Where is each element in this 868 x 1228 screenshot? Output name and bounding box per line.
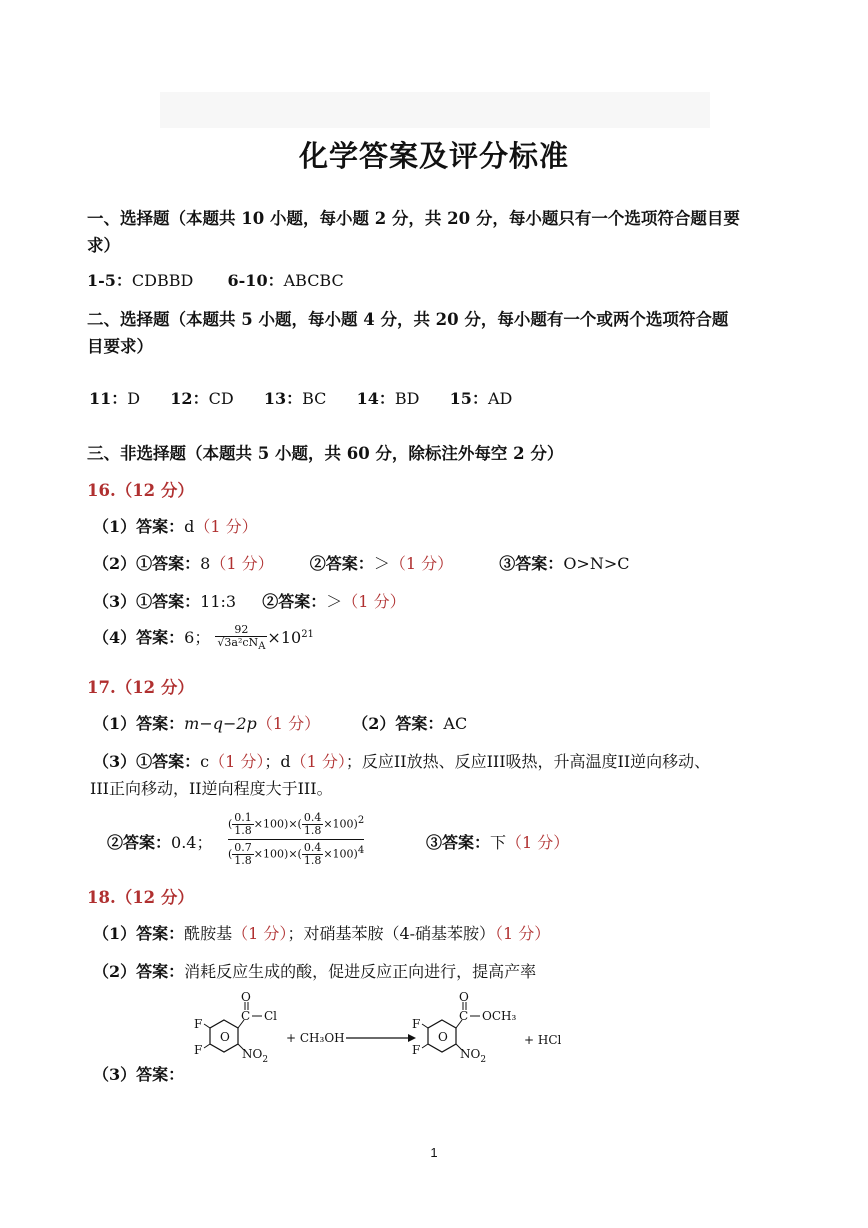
q17-heading: 17.（12 分） [87, 678, 194, 697]
answer-label: （4）答案： [93, 628, 185, 648]
answer-value: 消耗反应生成的酸，促进反应正向进行，提高产率 [184, 962, 537, 981]
denominator-text: √3a²cN [217, 636, 259, 649]
answer-value: ＞ [326, 592, 343, 611]
score-note: （1 分） [290, 752, 346, 771]
nitro-label [460, 1047, 486, 1065]
fraction [232, 842, 254, 867]
q16-line-3 [93, 589, 406, 612]
section-2-answers [89, 386, 512, 409]
oxygen-label: O [241, 990, 251, 1004]
answer-label: ③答案： [499, 554, 564, 573]
section-1-heading: 一、选择题（本题共 10 小题，每小题 2 分，共 20 分，每小题只有一个选项符合题目要 [87, 209, 740, 228]
answer-value: d [184, 517, 195, 536]
hcl-product: + HCl [524, 1033, 562, 1047]
methanol-reagent: + CH₃OH [286, 1031, 345, 1045]
score-note: （1 分） [389, 554, 454, 573]
fraction-numerator: 0.4 [303, 841, 322, 854]
times-100: ×100 [323, 817, 354, 831]
answer-value: BD [394, 389, 420, 408]
score-note: （1 分） [194, 517, 258, 536]
answer-label: 6-10： [227, 271, 284, 290]
q17-line-3: III正向移动，II逆向程度大于III。 [90, 779, 333, 798]
ring-label: O [438, 1030, 448, 1044]
answer-value: O>N>C [563, 554, 630, 573]
kp-numerator: ( $\frac{0.1}{1.8}$ ×100)×( $\frac{0.4}{1.8}$ ×100)$^2$ [228, 812, 364, 840]
fraction-denominator: 1.8 [303, 854, 322, 867]
score-note: （1 分） [256, 714, 321, 733]
answer-value: 0.4； [171, 833, 213, 852]
chlorine-label: Cl [264, 1009, 278, 1023]
fluorine-label: F [194, 1017, 203, 1031]
answer-label: ②答案： [107, 833, 172, 852]
fraction-numerator: 0.4 [303, 811, 322, 824]
times-100: ×100 [253, 847, 285, 861]
fraction-denominator: 1.8 [234, 824, 252, 837]
section-2-heading-cont: 目要求） [87, 337, 153, 356]
times-sign: × [288, 847, 298, 861]
q17-line-4-a [107, 830, 212, 853]
answer-label: ②答案： [262, 592, 327, 611]
section-2-heading: 二、选择题（本题共 5 小题，每小题 4 分，共 20 分，每小题有一个或两个选项符合题 [87, 310, 729, 329]
answer-label: （3）①答案： [93, 752, 201, 771]
fraction-numerator: 92 [215, 624, 267, 637]
answer-label: （1）答案： [93, 714, 185, 733]
bond-line [204, 1024, 210, 1028]
times-100: ×100 [253, 817, 285, 831]
carbonyl-carbon-label: C [241, 1009, 251, 1023]
answer-value: CDBBD [131, 271, 194, 290]
answer-value: D [127, 389, 141, 408]
score-note: （1 分） [342, 592, 406, 611]
fraction-denominator [215, 637, 267, 653]
fraction [215, 624, 267, 653]
score-note: （1 分） [209, 752, 265, 771]
arrow-head-icon [408, 1034, 416, 1042]
score-note: （1 分） [495, 924, 551, 943]
answer-label: （1）答案： [93, 517, 185, 536]
q18-line-2 [93, 959, 536, 982]
score-note: （1 分） [232, 924, 288, 943]
q16-heading: 16.（12 分） [87, 481, 194, 500]
answer-value: ABCBC [283, 271, 344, 290]
q16-line-1 [93, 514, 258, 537]
nitro-subscript: 2 [480, 1055, 487, 1065]
fraction [302, 812, 324, 837]
answer-label: 14： [356, 389, 395, 408]
nitro-text: NO [242, 1047, 263, 1061]
answer-value: AC [443, 714, 468, 733]
answer-value: 下 [490, 833, 507, 852]
section-1-heading-cont: 求） [87, 236, 120, 255]
q16-line-4 [93, 624, 314, 653]
exponent: 2 [357, 814, 365, 826]
answer-value: 酰胺基 [184, 924, 233, 943]
oxygen-label: O [459, 990, 469, 1004]
fraction-numerator: 0.7 [234, 841, 252, 854]
q18-line-1 [93, 921, 550, 944]
times-ten: ×10 [267, 628, 302, 648]
page-title: 化学答案及评分标准 [298, 139, 569, 173]
times-sign: × [288, 817, 298, 831]
answer-value: m−q−2p [184, 714, 257, 733]
fluorine-label: F [412, 1017, 421, 1031]
bond-line [422, 1024, 428, 1028]
section-1-answers [87, 268, 344, 291]
answer-value: 6； [184, 628, 211, 648]
nitro-text: NO [460, 1047, 481, 1061]
answer-label: 13： [263, 389, 303, 408]
score-note: （1 分） [210, 554, 274, 573]
page-number: 1 [430, 1145, 438, 1160]
bond-line [422, 1044, 428, 1048]
exponent: 21 [301, 628, 314, 640]
q17-line-4-b [426, 830, 569, 853]
answer-label: （1）答案： [93, 924, 185, 943]
q18-line-3 [93, 1062, 184, 1085]
methoxy-label: OCH₃ [482, 1009, 517, 1023]
fluorine-label: F [412, 1043, 421, 1057]
faded-header-band [160, 92, 710, 128]
answer-label: 11： [89, 389, 128, 408]
bond-line [204, 1044, 210, 1048]
answer-label: （2）①答案： [93, 554, 201, 573]
answer-value: 8 [200, 554, 211, 573]
answer-label: （2）答案： [93, 962, 185, 981]
answer-value: CD [208, 389, 234, 408]
answer-label: （3）①答案： [93, 592, 201, 611]
q17-line-1 [93, 711, 467, 734]
answer-value: ；对硝基苯胺（4-硝基苯胺） [287, 924, 496, 943]
kp-denominator: ( $\frac{0.7}{1.8}$ ×100)×( $\frac{0.4}{1.8}$ ×100)$^4$ [228, 841, 365, 867]
answer-label: 12： [170, 389, 209, 408]
q16-line-2 [93, 551, 629, 574]
reaction-equation [186, 990, 586, 1072]
answer-value: c [200, 752, 210, 771]
ring-label: O [220, 1030, 230, 1044]
answer-label: ②答案： [309, 554, 374, 573]
nitro-subscript: 2 [262, 1055, 269, 1065]
answer-value: AD [487, 389, 513, 408]
answer-label: 1-5： [87, 271, 132, 290]
denominator-subscript: A [258, 641, 266, 653]
fraction-denominator: 1.8 [303, 824, 322, 837]
explanation: ；反应II放热、反应III吸热，升高温度II逆向移动、 [345, 752, 711, 771]
times-100: ×100 [323, 847, 354, 861]
exponent: 4 [357, 844, 365, 856]
answer-value: ＞ [373, 554, 390, 573]
answer-label: 15： [449, 389, 488, 408]
answer-label: （2）答案： [352, 714, 444, 733]
section-3-heading: 三、非选择题（本题共 5 小题，共 60 分，除标注外每空 2 分） [87, 444, 564, 463]
nitro-label [242, 1047, 268, 1065]
carbonyl-carbon-label: C [459, 1009, 469, 1023]
answer-value: 11:3 [200, 592, 237, 611]
fraction [232, 812, 254, 837]
fraction-denominator: 1.8 [234, 854, 252, 867]
q18-heading: 18.（12 分） [87, 888, 194, 907]
answer-label: （3）答案： [93, 1065, 185, 1084]
q17-line-2 [93, 749, 710, 772]
kp-expression [228, 812, 364, 867]
fluorine-label: F [194, 1043, 203, 1057]
answer-value: ；d [264, 752, 291, 771]
answer-value: BC [302, 389, 327, 408]
fraction-numerator: 0.1 [234, 811, 252, 824]
answer-label: ③答案： [426, 833, 491, 852]
fraction [302, 842, 324, 867]
score-note: （1 分） [506, 833, 570, 852]
